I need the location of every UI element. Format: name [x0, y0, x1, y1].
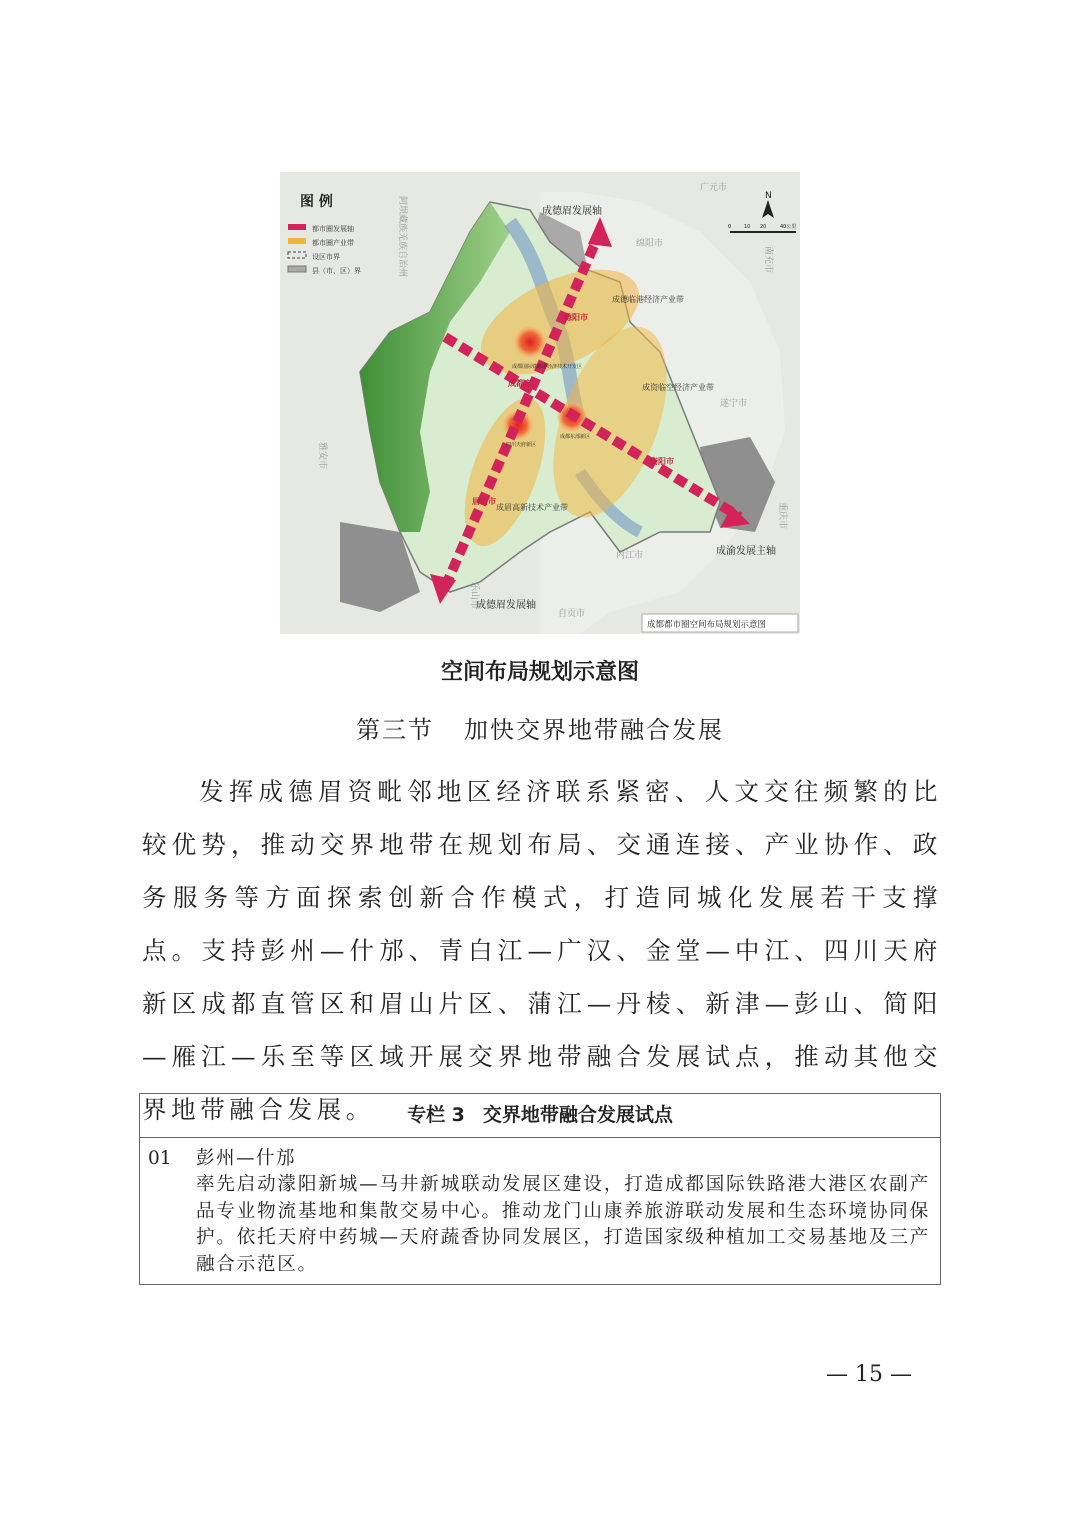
- neighbor-zigong: 自贡市: [558, 609, 586, 619]
- map-caption: 空间布局规划示意图: [440, 660, 639, 685]
- scale-t0: 0: [728, 224, 732, 230]
- axis-label-cdm-north: 成德眉发展轴: [542, 206, 602, 217]
- hub-label-donbu: 成都东部新区: [560, 434, 591, 440]
- city-ziyang: 资阳市: [650, 457, 674, 466]
- item-text: 率先启动濛阳新城—马井新城联动发展区建设，打造成都国际铁路港大港区农副产品专业物流基地和集散交易中心。推动龙门山康养旅游联动发展和生态环境协同保护。依托天府中药城—天府蔬香协同发展区，打造国家级种植加工交易基地及三产融合示范区。: [196, 1174, 930, 1275]
- neighbor-nanchong: 南充市: [763, 246, 773, 274]
- scale-t1: 10: [744, 224, 751, 230]
- axis-label-cy-main: 成渝发展主轴: [716, 546, 776, 557]
- body-paragraph: 发挥成德眉资毗邻地区经济联系紧密、人文交往频繁的比较优势，推动交界地带在规划布局、交通连接、产业协作、政务服务等方面探索创新合作模式，打造同城化发展若干支撑点。支持彭州—什邡、青白江—广汉、金堂—中江、四川天府新区成都直管区和眉山片区、蒲江—丹棱、新津—彭山、简阳—雁江—乐至等区域开展交界地带融合发展试点，推动其他交界地带融合发展。: [142, 777, 942, 1124]
- column-title: 交界地带融合发展试点: [482, 1104, 673, 1126]
- spatial-layout-map: [280, 172, 800, 634]
- column-box: [139, 1093, 941, 1285]
- hub-label-tianfu: 四川天府新区: [506, 442, 537, 448]
- city-deyang: 德阳市: [564, 313, 588, 322]
- city-meishan: 眉山市: [472, 497, 496, 506]
- figure-title: 成都都市圈空间布局规划示意图: [647, 620, 767, 630]
- column-label: 专栏 3: [407, 1104, 465, 1126]
- legend-item-0: 都市圈发展轴: [312, 225, 354, 233]
- neighbor-guangyuan: 广元市: [700, 183, 728, 193]
- scale-t3: 40公里: [780, 224, 797, 230]
- industry-belt-icon: [288, 238, 306, 244]
- hub-label-railport: 成都国际铁路港经济技术开发区: [512, 364, 583, 370]
- hub-railport-shape: [514, 326, 546, 358]
- neighbor-neijiang: 内江市: [616, 551, 644, 561]
- north-label: N: [765, 191, 772, 201]
- legend-title: 图 例: [300, 194, 333, 210]
- section-title: 加快交界地带融合发展: [464, 716, 724, 744]
- neighbor-chongqing: 重庆市: [777, 502, 787, 530]
- scale-t2: 20: [760, 224, 767, 230]
- neighbor-suining: 遂宁市: [720, 399, 748, 409]
- item-subtitle: 彭州—什邡: [196, 1148, 297, 1169]
- neighbor-yaan: 雅安市: [317, 442, 327, 470]
- neighbor-leshan: 乐山市: [469, 582, 479, 610]
- column-item: [140, 1138, 940, 1278]
- belt-label-deyang: 成德临港经济产业带: [612, 295, 684, 304]
- axis-label-cdm-south: 成德眉发展轴: [476, 600, 536, 611]
- neighbor-aba: 阿坝藏族羌族自治州: [397, 196, 407, 278]
- belt-label-ziyang: 成资临空经济产业带: [642, 383, 714, 392]
- section-label: 第三节: [356, 716, 434, 744]
- neighbor-mianyang: 绵阳市: [636, 239, 664, 249]
- section-heading: [0, 710, 1080, 745]
- county-boundary-icon: [288, 266, 306, 272]
- item-number: 01: [148, 1148, 172, 1169]
- legend-item-2: 设区市界: [312, 253, 340, 261]
- column-box-title: [140, 1094, 940, 1138]
- legend-item-1: 都市圈产业带: [312, 239, 354, 247]
- page-number: — 15 —: [826, 1362, 912, 1387]
- belt-label-meishan: 成眉高新技术产业带: [496, 503, 568, 512]
- legend-item-3: 县（市、区）界: [312, 267, 361, 275]
- city-chengdu: 成都市: [508, 379, 532, 388]
- dev-axis-arrow-icon: [288, 224, 306, 230]
